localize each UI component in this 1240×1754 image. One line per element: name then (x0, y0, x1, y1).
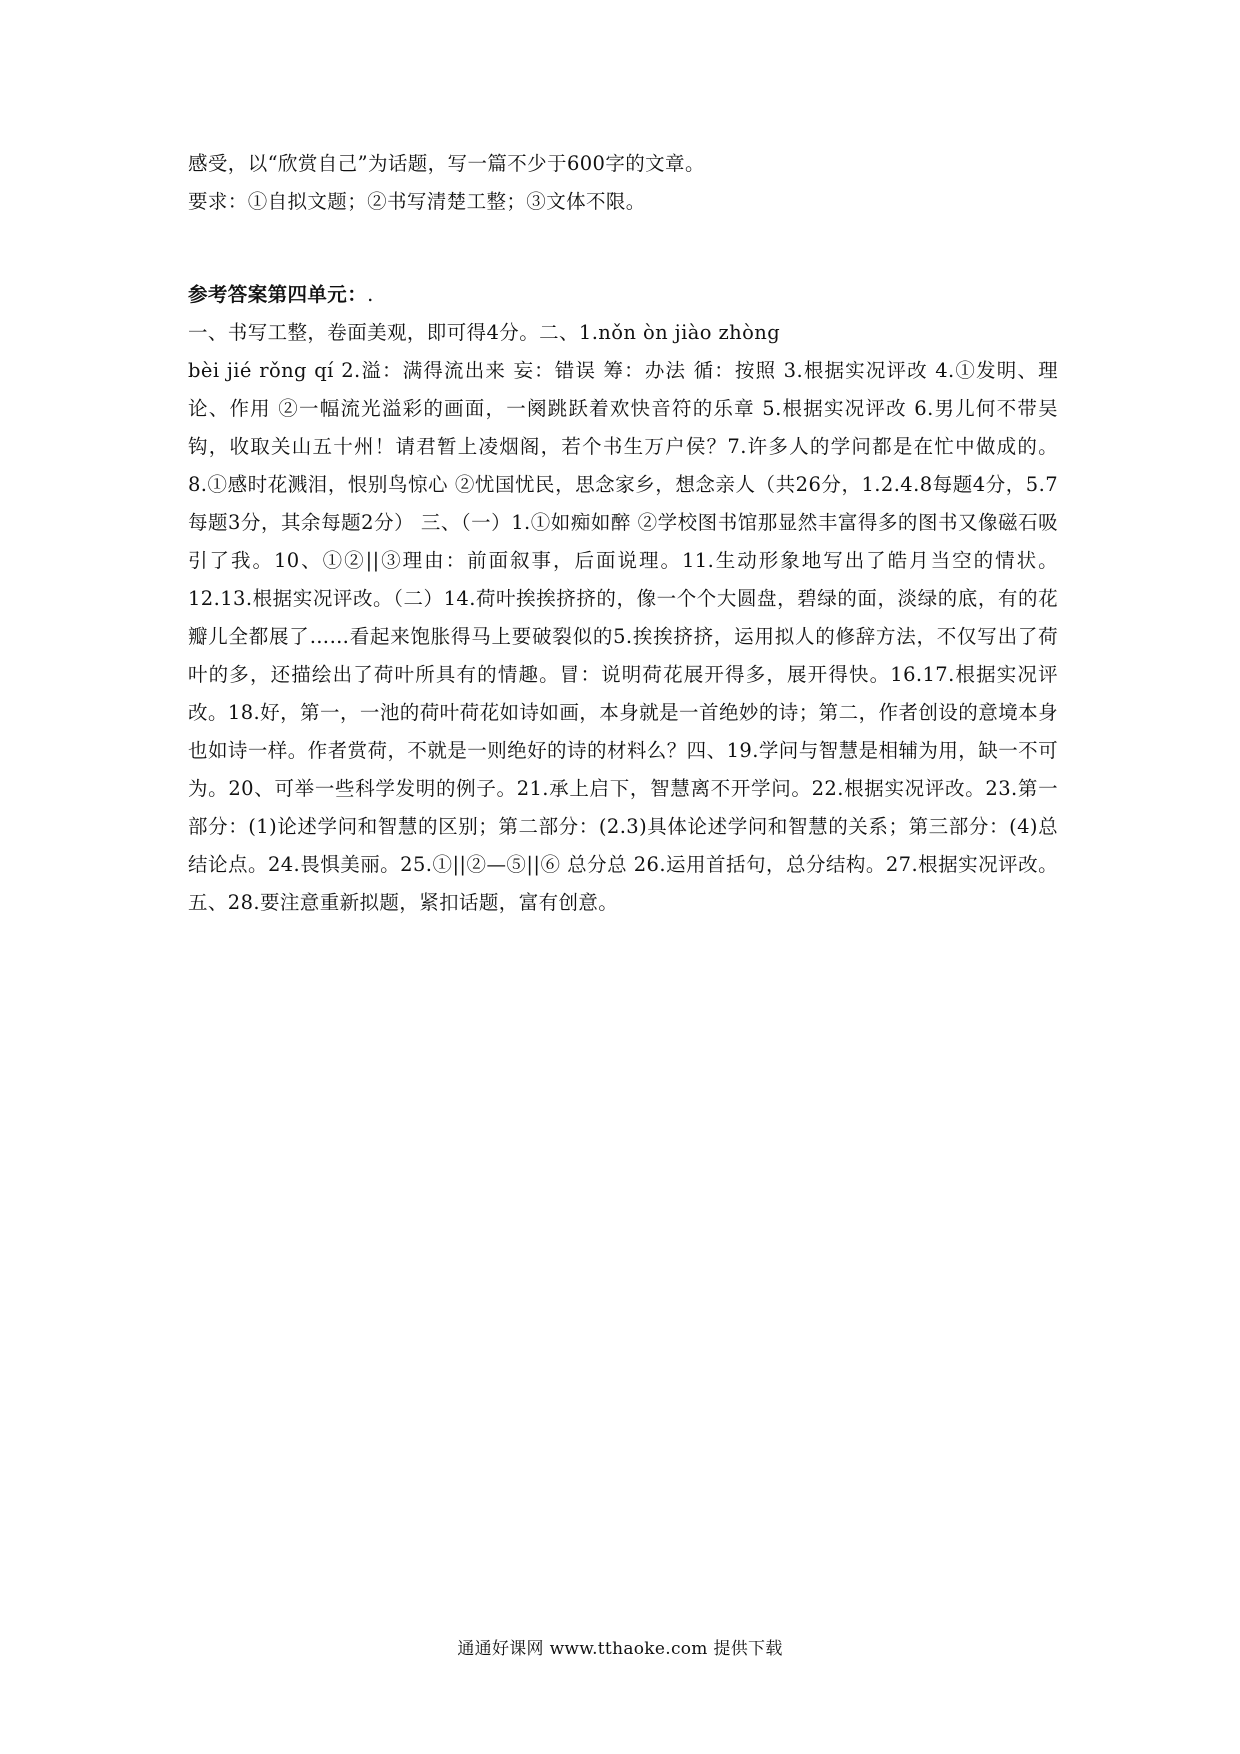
answer-paragraph: bèi jié rǒng qí 2.溢：满得流出来 妄：错误 筹：办法 循：按照 3.根据实况评改 4.①发明、理论、作用 ②一幅流光溢彩的画面，一阕跳跃着欢快音符的乐章 5.根据实况评改 6.男儿何不带吴钩，收取关山五十州！请君暂上凌烟阁，若个书生万户侯？7.许多人的学问都是在忙中做成的。8.①感时花溅泪，恨别鸟惊心 ②忧国忧民，思念家乡，想念亲人（共26分，1.2.4.8每题4分，5.7每题3分，其余每题2分） 三、（一）1.①如痴如醉 ②学校图书馆那显然丰富得多的图书又像磁石吸引了我。10、①②||③理由：前面叙事，后面说理。11.生动形象地写出了皓月当空的情状。12.13.根据实况评改。（二）14.荷叶挨挨挤挤的，像一个个大圆盘，碧绿的面，淡绿的底，有的花瓣儿全都展了……看起来饱胀得马上要破裂似的5.挨挨挤挤，运用拟人的修辞方法，不仅写出了荷叶的多，还描绘出了荷叶所具有的情趣。冒：说明荷花展开得多，展开得快。16.17.根据实况评改。18.好，第一，一池的荷叶荷花如诗如画，本身就是一首绝妙的诗；第二，作者创设的意境本身也如诗一样。作者赏荷，不就是一则绝好的诗的材料么？四、19.学问与智慧是相辅为用，缺一不可为。20、可举一些科学发明的例子。21.承上启下，智慧离不开学问。22.根据实况评改。23.第一部分：(1)论述学问和智慧的区别；第二部分：(2.3)具体论述学问和智慧的关系；第三部分：(4)总结论点。24.畏惧美丽。25.①||②—⑤||⑥ 总分总 26.运用首括句，总分结构。27.根据实况评改。五、28.要注意重新拟题，紧扣话题，富有创意。 (188, 359, 1058, 914)
answer-heading-mark: . (367, 283, 374, 306)
section-spacer (188, 221, 1058, 276)
essay-requirements: 要求：①自拟文题；②书写清楚工整；③文体不限。 (188, 190, 646, 213)
answer-line-1: 一、书写工整，卷面美观，即可得4分。二、1.nǒn òn jiào zhòng (188, 321, 781, 344)
page-footer: 通通好课网 www.tthaoke.com 提供下载 (457, 1639, 783, 1659)
document-body (188, 145, 1058, 922)
answer-heading-text: 参考答案第四单元： (188, 283, 368, 306)
answer-heading (188, 276, 1058, 314)
essay-prompt-line: 感受，以“欣赏自己”为话题，写一篇不少于600字的文章。 (188, 152, 705, 175)
